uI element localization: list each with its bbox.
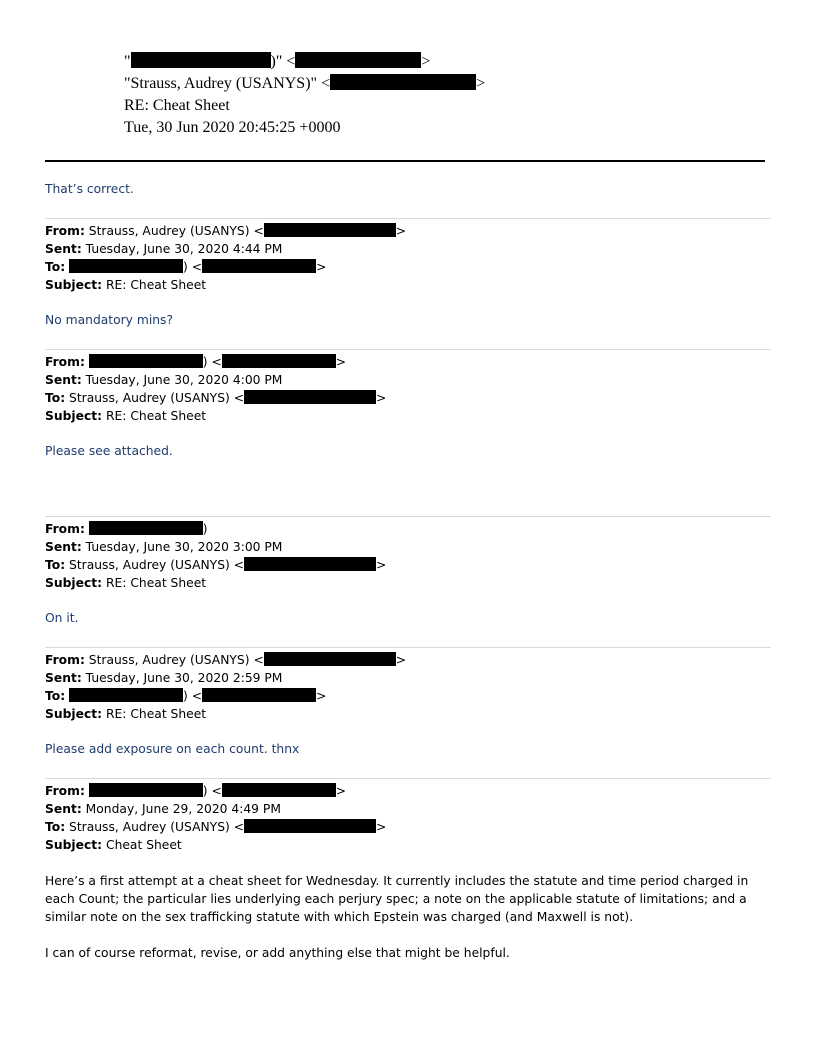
header-to-value (124, 74, 485, 94)
message-header (45, 353, 386, 425)
redaction-block (69, 688, 183, 702)
sent-line (45, 669, 406, 687)
redaction-block (69, 259, 183, 273)
from-end: > (335, 355, 347, 369)
redaction-block (89, 783, 203, 797)
sent-label: Sent: (45, 242, 82, 256)
header-divider (45, 160, 765, 162)
redaction-block (222, 783, 336, 797)
header-from-bracket: )" < (270, 53, 296, 70)
from-label: From: (45, 224, 85, 238)
redaction-block (264, 223, 396, 237)
header-subject-value: RE: Cheat Sheet (124, 97, 230, 114)
redaction-block (202, 259, 316, 273)
sent-label: Sent: (45, 802, 82, 816)
to-end: > (376, 820, 387, 834)
subject-value: Cheat Sheet (105, 838, 182, 852)
message-header (45, 782, 386, 854)
sent-label: Sent: (45, 540, 82, 554)
from-bracket: ) < (202, 784, 222, 798)
sent-label: Sent: (45, 373, 82, 387)
redaction-block (222, 354, 336, 368)
redaction-block (264, 652, 396, 666)
from-end: > (395, 653, 407, 667)
sent-value: Tuesday, June 30, 2020 4:44 PM (85, 242, 283, 256)
to-label: To: (45, 558, 66, 572)
redaction-block (295, 52, 421, 68)
reply-text: On it. (45, 611, 79, 625)
from-line (45, 520, 386, 538)
redaction-block (89, 521, 203, 535)
subject-value: RE: Cheat Sheet (105, 576, 207, 590)
subject-label: Subject: (45, 409, 103, 423)
sent-value: Tuesday, June 30, 2020 2:59 PM (85, 671, 283, 685)
from-bracket: ) < (202, 355, 222, 369)
subject-line (45, 705, 406, 723)
from-line (45, 782, 386, 800)
reply-text: Please see attached. (45, 444, 173, 458)
subject-line (45, 574, 386, 592)
reply-text: Please add exposure on each count. thnx (45, 742, 300, 756)
to-line (45, 687, 406, 705)
to-name: Strauss, Audrey (USANYS) < (69, 558, 245, 572)
to-label: To: (45, 391, 66, 405)
redaction-block (330, 74, 476, 90)
from-label: From: (45, 784, 85, 798)
to-end: > (376, 558, 387, 572)
reply-text: No mandatory mins? (45, 313, 173, 327)
to-line (45, 556, 386, 574)
from-end: > (395, 224, 407, 238)
from-end: > (335, 784, 347, 798)
header-to-end: > (476, 75, 486, 92)
sent-line (45, 240, 406, 258)
to-name: Strauss, Audrey (USANYS) < (69, 820, 245, 834)
reply-text: That’s correct. (45, 182, 134, 196)
message-header (45, 651, 406, 723)
subject-line (45, 407, 386, 425)
redaction-block (244, 819, 376, 833)
subject-label: Subject: (45, 576, 103, 590)
to-line (45, 389, 386, 407)
sent-value: Monday, June 29, 2020 4:49 PM (85, 802, 281, 816)
sent-label: Sent: (45, 671, 82, 685)
from-label: From: (45, 653, 85, 667)
subject-label: Subject: (45, 838, 103, 852)
sent-value: Tuesday, June 30, 2020 4:00 PM (85, 373, 283, 387)
to-bracket: ) < (183, 260, 203, 274)
header-from-end: > (421, 53, 431, 70)
subject-value: RE: Cheat Sheet (105, 409, 207, 423)
subject-line (45, 836, 386, 854)
redaction-block (202, 688, 316, 702)
from-label: From: (45, 355, 85, 369)
message-separator (45, 778, 771, 779)
from-label: From: (45, 522, 85, 536)
redaction-block (89, 354, 203, 368)
message-separator (45, 218, 771, 219)
from-line (45, 353, 386, 371)
sent-value: Tuesday, June 30, 2020 3:00 PM (85, 540, 283, 554)
subject-value: RE: Cheat Sheet (105, 278, 207, 292)
sent-line (45, 800, 386, 818)
from-bracket: ) (202, 522, 208, 536)
subject-label: Subject: (45, 707, 103, 721)
subject-value: RE: Cheat Sheet (105, 707, 207, 721)
from-name: Strauss, Audrey (USANYS) < (88, 224, 264, 238)
body-paragraph: I can of course reformat, revise, or add anything else that might be helpful. (45, 946, 510, 960)
header-to-name: "Strauss, Audrey (USANYS)" < (124, 75, 331, 92)
message-header (45, 520, 386, 592)
to-label: To: (45, 820, 66, 834)
redaction-block (244, 557, 376, 571)
to-end: > (316, 689, 327, 703)
header-from-value (124, 52, 430, 72)
from-line (45, 222, 406, 240)
from-line (45, 651, 406, 669)
to-line (45, 818, 386, 836)
sent-line (45, 538, 386, 556)
to-end: > (316, 260, 327, 274)
message-separator (45, 647, 771, 648)
redaction-block (244, 390, 376, 404)
subject-label: Subject: (45, 278, 103, 292)
to-end: > (376, 391, 387, 405)
to-line (45, 258, 406, 276)
from-name: Strauss, Audrey (USANYS) < (88, 653, 264, 667)
header-date-value: Tue, 30 Jun 2020 20:45:25 +0000 (124, 119, 341, 136)
header-from-quote: " (124, 53, 131, 70)
to-label: To: (45, 260, 66, 274)
message-separator (45, 516, 771, 517)
message-separator (45, 349, 771, 350)
subject-line (45, 276, 406, 294)
to-bracket: ) < (183, 689, 203, 703)
sent-line (45, 371, 386, 389)
to-label: To: (45, 689, 66, 703)
body-paragraph: Here’s a first attempt at a cheat sheet for Wednesday. It currently includes the statute and time period charged in each Count; the particular lies underlying each perjury spec; a note on the applicable statute of limitations; and a similar note on the sex trafficking statute with which Epstein was charged (and Maxwell is not). (45, 874, 749, 924)
message-header (45, 222, 406, 294)
to-name: Strauss, Audrey (USANYS) < (69, 391, 245, 405)
redaction-block (131, 52, 271, 68)
